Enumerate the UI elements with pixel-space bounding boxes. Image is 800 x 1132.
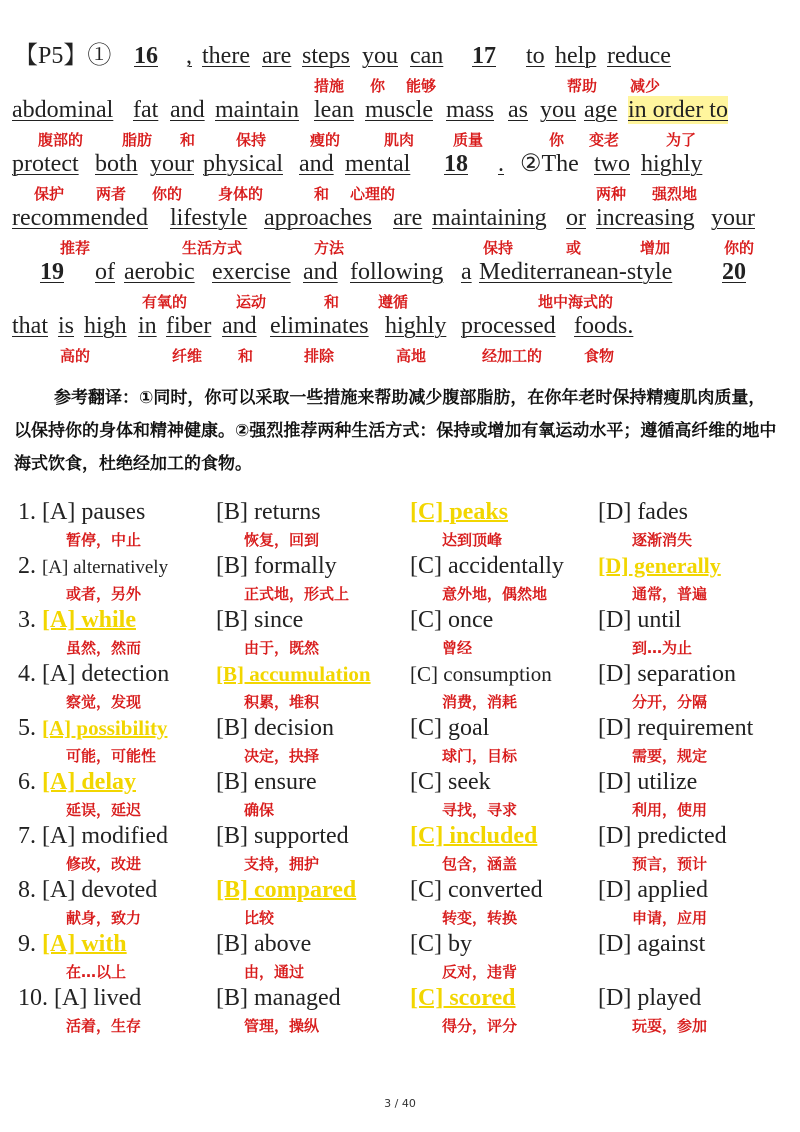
option-label: [C] consumption [410,662,552,686]
question-number: 9. [18,931,36,957]
gloss: 能够 [406,77,437,95]
option-10-D [598,984,701,1012]
option-gloss: 通常，普遍 [632,585,708,603]
option-label: [D] fades [598,499,688,525]
option-8-D [598,876,708,904]
gloss: 和 [324,293,340,311]
option-label: [A] devoted [42,877,158,903]
passage-word: following [350,259,444,285]
passage-word: Mediterranean-style [479,259,673,285]
passage-word: steps [302,43,350,69]
option-gloss: 寻找，寻求 [442,801,518,819]
passage-word: of [95,259,115,285]
option-label: [C] once [410,607,494,633]
option-label: [C] peaks [410,499,509,525]
passage-word: highly [385,313,447,339]
option-3-A [18,606,136,634]
option-2-C [410,552,564,580]
gloss: 减少 [630,77,661,95]
passage-word: foods. [574,313,634,339]
option-gloss: 决定，抉择 [244,747,320,765]
passage-word: your [711,205,755,231]
question-number: 4. [18,661,36,687]
option-4-D [598,660,736,688]
option-1-C [410,498,508,526]
option-gloss: 虽然，然而 [66,639,142,657]
blank-17: 17 [472,43,496,69]
page-number: 3 / 40 [384,1097,416,1110]
option-label: [B] formally [216,553,337,579]
option-label: [B] managed [216,985,341,1011]
gloss: 推荐 [60,239,91,257]
option-label: [D] against [598,931,706,957]
passage-word: physical [203,151,283,177]
question-number: 8. [18,877,36,903]
passage-word: exercise [212,259,291,285]
passage-word: eliminates [270,313,369,339]
option-label: [B] ensure [216,769,317,795]
gloss: 强烈地 [652,185,698,203]
option-8-B [216,876,356,904]
option-label: [B] compared [216,877,357,903]
option-5-D [598,714,753,742]
gloss: 保持 [236,131,267,149]
passage-word: 【P5】① [14,43,112,69]
option-gloss: 消费，消耗 [442,693,518,711]
passage-word: highly [641,151,703,177]
passage-word: recommended [12,205,148,231]
question-number: 6. [18,769,36,795]
translation-label: 参考翻译： [54,388,139,408]
passage-word: aerobic [124,259,195,285]
blank-16: 16 [134,43,158,69]
option-6-A [18,768,136,796]
passage-word: or [566,205,586,231]
option-label: [A] delay [42,769,136,795]
passage-word: and [299,151,334,177]
passage-word: and [222,313,257,339]
option-label: [D] generally [598,553,721,578]
option-label: [C] seek [410,769,491,795]
option-2-B [216,552,337,580]
passage-word: abdominal [12,97,114,123]
passage-word: that [12,313,48,339]
passage-word: to [526,43,545,69]
gloss: 帮助 [567,77,598,95]
option-1-A [18,498,145,526]
passage-word: is [58,313,75,339]
option-gloss: 确保 [244,801,275,819]
option-gloss: 预言，预计 [632,855,708,873]
option-label: [C] scored [410,985,516,1011]
gloss: 方法 [314,239,345,257]
option-gloss: 需要，规定 [632,747,708,765]
highlighted-phrase: in order to [628,97,728,123]
option-gloss: 到…为止 [632,639,693,657]
option-label: [A] modified [42,823,168,849]
gloss: 高的 [60,347,91,365]
gloss: 你 [549,131,565,149]
passage-word: you [362,43,398,69]
passage-word: in [138,313,157,339]
gloss: 排除 [304,347,335,365]
option-9-A [18,930,127,958]
passage-word: help [555,43,597,69]
option-6-B [216,768,317,796]
option-label: [B] returns [216,499,321,525]
gloss: 身体的 [218,185,264,203]
gloss: 遵循 [378,293,409,311]
option-gloss: 包含，涵盖 [442,855,518,873]
option-label: [B] accumulation [216,662,371,686]
option-gloss: 比较 [244,909,275,927]
passage-word: ②The [520,151,579,177]
gloss: 和 [180,131,196,149]
passage-word: fat [133,97,159,123]
gloss: 瘦的 [310,131,341,149]
passage-word: reduce [607,43,671,69]
option-gloss: 察觉，发现 [66,693,142,711]
gloss: 运动 [236,293,267,311]
gloss: 脂肪 [122,131,153,149]
option-label: [C] by [410,931,472,957]
option-gloss: 意外地，偶然地 [442,585,548,603]
passage-word: you [540,97,576,123]
gloss: 经加工的 [482,347,543,365]
gloss: 保护 [34,185,65,203]
passage-word: muscle [365,97,433,123]
blank-19: 19 [40,259,64,285]
option-5-A [18,714,167,742]
option-gloss: 玩耍，参加 [632,1017,708,1035]
passage-word: maintaining [432,205,547,231]
option-7-A [18,822,168,850]
question-number: 2. [18,553,36,579]
option-label: [D] utilize [598,769,698,795]
option-7-C [410,822,537,850]
passage-word: a [461,259,472,285]
option-label: [D] predicted [598,823,727,849]
option-3-D [598,606,681,634]
option-label: [D] until [598,607,682,633]
option-gloss: 正式地，形式上 [244,585,350,603]
option-9-C [410,930,472,958]
option-gloss: 恢复，回到 [244,531,320,549]
option-gloss: 球门，目标 [442,747,518,765]
option-gloss: 可能，可能性 [66,747,157,765]
gloss: 你的 [152,185,183,203]
gloss: 腹部的 [38,131,84,149]
option-label: [C] included [410,823,538,849]
passage-word: and [170,97,205,123]
option-9-D [598,930,705,958]
gloss: 你的 [724,239,755,257]
gloss: 地中海式的 [538,293,614,311]
option-4-C [410,660,552,688]
option-6-C [410,768,491,796]
option-label: [A] with [42,931,127,957]
option-gloss: 曾经 [442,639,473,657]
option-label: [C] goal [410,715,490,741]
option-gloss: 积累，堆积 [244,693,320,711]
reference-translation [14,382,780,481]
option-label: [A] while [42,607,136,633]
option-gloss: 修改，改进 [66,855,142,873]
option-gloss: 在…以上 [66,963,127,981]
option-gloss: 达到顶峰 [442,531,503,549]
option-9-B [216,930,311,958]
blank-18: 18 [444,151,468,177]
gloss: 有氧的 [142,293,188,311]
gloss: 质量 [453,131,484,149]
gloss: 肌肉 [384,131,415,149]
option-10-C [410,984,516,1012]
translation-text: ①同时，你可以采取一些措施来帮助减少腹部脂肪，在你年老时保持精瘦肌肉质量，以保持你的身体和精神健康。②强烈推荐两种生活方式：保持或增加有氧运动水平；遵循高纤维的地中海式饮食，杜绝经加工的食物。 [14,388,777,474]
passage-word: fiber [166,313,212,339]
option-4-A [18,660,169,688]
option-2-D [598,552,721,580]
gloss: 纤维 [172,347,203,365]
option-gloss: 分开，分隔 [632,693,708,711]
option-label: [D] requirement [598,715,754,741]
passage-word: as [508,97,528,123]
passage-word: are [262,43,292,69]
gloss: 心理的 [350,185,396,203]
option-3-C [410,606,493,634]
option-8-A [18,876,157,904]
option-label: [C] accidentally [410,553,564,579]
gloss: 两种 [596,185,627,203]
question-number: 10. [18,985,48,1011]
passage-word: increasing [596,205,695,231]
passage-word: . [498,151,504,177]
option-3-B [216,606,303,634]
passage-word: mass [446,97,494,123]
passage-word: high [84,313,127,339]
option-label: [B] above [216,931,312,957]
gloss: 你 [370,77,386,95]
option-2-A [18,552,168,582]
gloss: 生活方式 [182,239,243,257]
passage-word: two [594,151,630,177]
question-number: 1. [18,499,36,525]
option-gloss: 管理，操纵 [244,1017,320,1035]
gloss: 和 [314,185,330,203]
question-number: 7. [18,823,36,849]
option-gloss: 或者，另外 [66,585,142,603]
option-6-D [598,768,697,796]
option-gloss: 得分，评分 [442,1017,518,1035]
gloss: 措施 [314,77,345,95]
option-label: [A] detection [42,661,170,687]
option-gloss: 申请，应用 [632,909,708,927]
option-gloss: 由，通过 [244,963,305,981]
option-gloss: 献身，致力 [66,909,142,927]
option-gloss: 由于，既然 [244,639,320,657]
gloss: 或 [566,239,582,257]
option-7-D [598,822,727,850]
passage-word: are [393,205,423,231]
passage-word: can [410,43,444,69]
option-label: [C] converted [410,877,543,903]
option-4-B [216,660,371,688]
passage-word: lifestyle [170,205,248,231]
option-label: [D] played [598,985,702,1011]
option-gloss: 延误，延迟 [66,801,142,819]
passage-word: protect [12,151,79,177]
option-label: [A] possibility [42,716,168,740]
option-label: [B] supported [216,823,349,849]
option-label: [A] pauses [42,499,146,525]
option-gloss: 支持，拥护 [244,855,320,873]
option-gloss: 利用，使用 [632,801,708,819]
passage-word: both [95,151,138,177]
passage-word: processed [461,313,556,339]
passage-word: age [584,97,618,123]
blank-20: 20 [722,259,746,285]
gloss: 为了 [666,131,697,149]
option-10-A [18,984,141,1012]
option-label: [D] separation [598,661,736,687]
gloss: 保持 [483,239,514,257]
gloss: 和 [238,347,254,365]
option-label: [A] lived [54,985,142,1011]
option-gloss: 转变，转换 [442,909,518,927]
passage-word: mental [345,151,411,177]
passage-word: maintain [215,97,299,123]
option-gloss: 暂停，中止 [66,531,142,549]
passage-word: lean [314,97,354,123]
option-1-B [216,498,321,526]
passage-word: there [202,43,250,69]
passage-word: , [186,43,192,69]
gloss: 两者 [96,185,127,203]
option-8-C [410,876,543,904]
gloss: 食物 [584,347,615,365]
option-label: [B] since [216,607,304,633]
option-1-D [598,498,688,526]
option-5-C [410,714,489,742]
option-label: [B] decision [216,715,334,741]
option-label: [D] applied [598,877,708,903]
option-gloss: 逐渐消失 [632,531,693,549]
question-number: 5. [18,715,36,741]
gloss: 增加 [640,239,671,257]
gloss: 变老 [589,131,620,149]
option-gloss: 反对，违背 [442,963,518,981]
option-gloss: 活着，生存 [66,1017,142,1035]
passage-word: and [303,259,338,285]
passage-word: your [150,151,194,177]
option-5-B [216,714,334,742]
passage-word: approaches [264,205,372,231]
option-label: [A] alternatively [42,557,169,578]
question-number: 3. [18,607,36,633]
option-7-B [216,822,349,850]
gloss: 高地 [396,347,427,365]
option-10-B [216,984,341,1012]
